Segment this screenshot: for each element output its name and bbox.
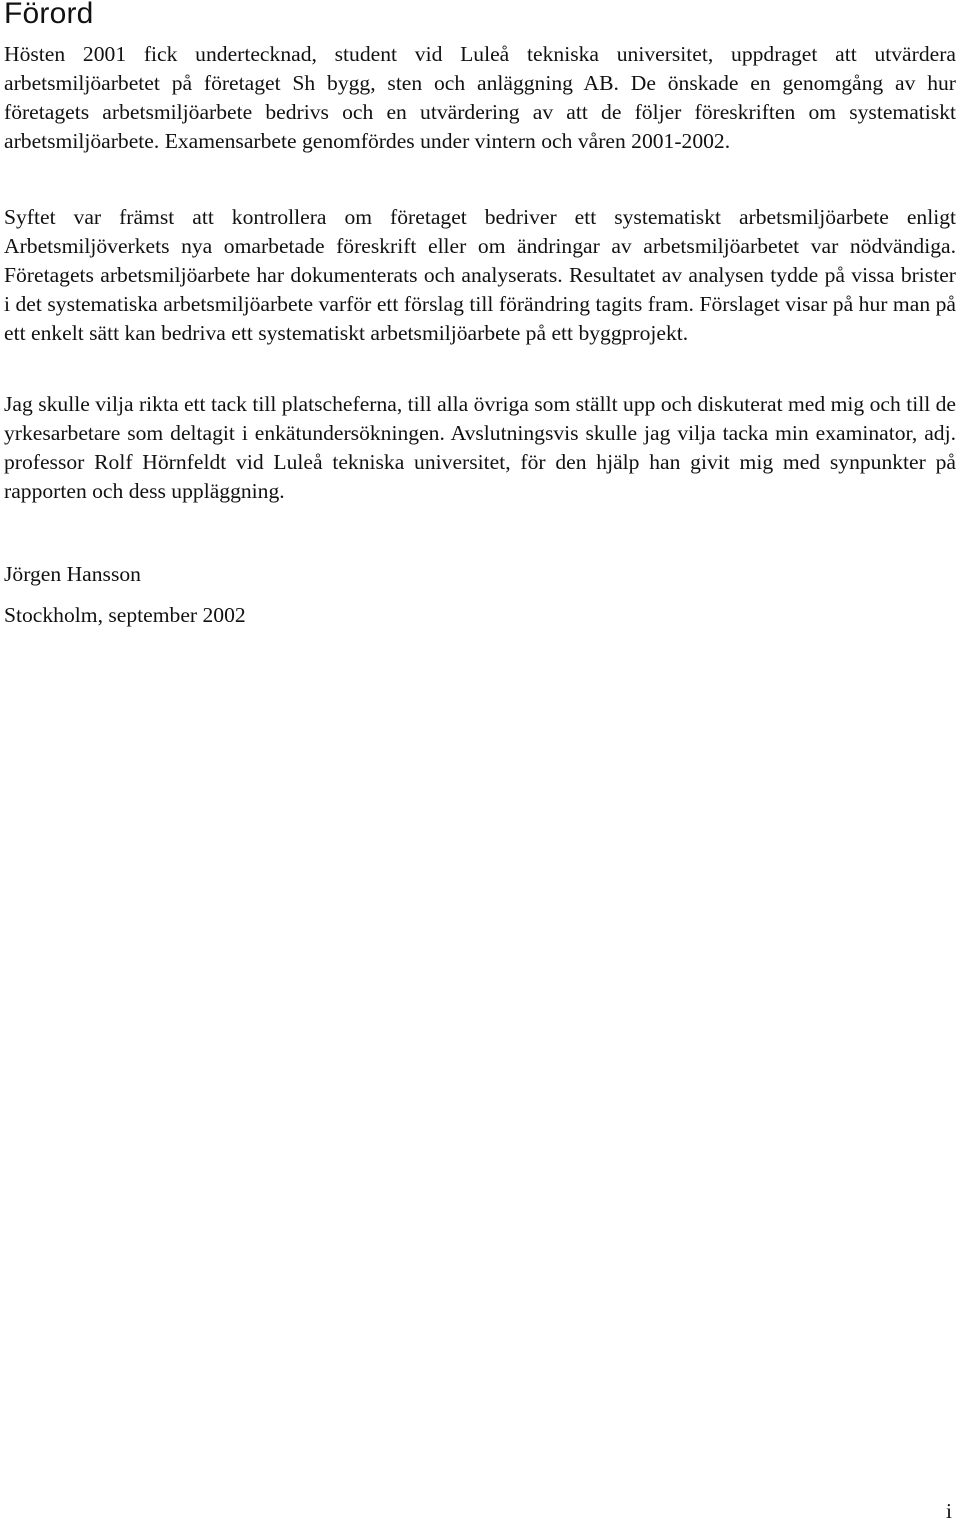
page-number: i	[946, 1499, 952, 1523]
paragraph-acknowledgements: Jag skulle vilja rikta ett tack till platscheferna, till alla övriga som ställt upp och diskuterat med mig och till de yrkesarbetare som deltagit i enkätundersökningen. Avslutningsvis skulle jag vilja tacka min examinator, adj. professor Rolf Hörnfeldt vid Luleå tekniska universitet, för den hjälp han givit mig med synpunkter på rapporten och dess uppläggning.	[4, 392, 956, 503]
paragraph-intro: Hösten 2001 fick undertecknad, student vid Luleå tekniska universitet, uppdraget att utvärdera arbetsmiljöarbetet på företaget Sh bygg, sten och anläggning AB. De önskade en genomgång av hur företagets arbetsmiljöarbete bedrivs och en utvärdering av att de följer föreskriften om systematiskt arbetsmiljöarbete. Examensarbete genomfördes under vintern och våren 2001-2002.	[4, 42, 956, 153]
document-page	[4, 0, 956, 1529]
signature-place-date: Stockholm, september 2002	[4, 603, 246, 627]
paragraph-purpose: Syftet var främst att kontrollera om företaget bedriver ett systematiskt arbetsmiljöarbete enligt Arbetsmiljöverkets nya omarbetade föreskrift eller om ändringar av arbetsmiljöarbetet var nödvändiga. Företagets arbetsmiljöarbete har dokumenterats och analyserats. Resultatet av analysen tydde på vissa brister i det systematiska arbetsmiljöarbete varför ett förslag till förändring tagits fram. Förslaget visar på hur man på ett enkelt sätt kan bedriva ett systematiskt arbetsmiljöarbete på ett byggprojekt.	[4, 205, 956, 345]
signature-name: Jörgen Hansson	[4, 562, 141, 586]
page-title: Förord	[4, 0, 94, 30]
